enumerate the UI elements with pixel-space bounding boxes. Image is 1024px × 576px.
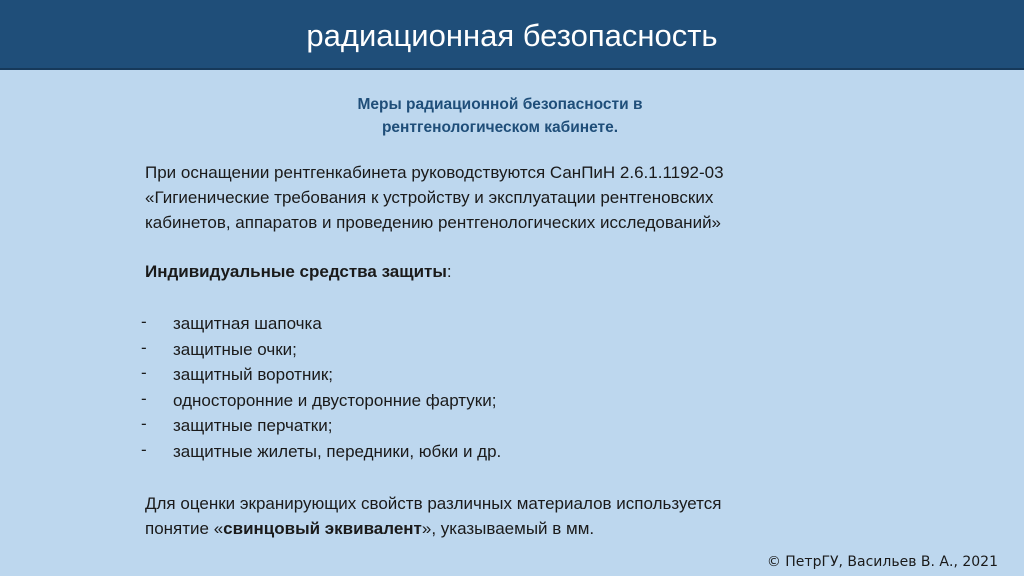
list-item xyxy=(141,311,905,337)
list-item xyxy=(141,439,905,465)
intro-line-3: кабинетов, аппаратов и проведению рентгенологических исследований» xyxy=(145,213,722,232)
list-item-text: защитные очки; xyxy=(173,339,297,359)
intro-paragraph xyxy=(145,160,905,235)
list-item-text: односторонние и двусторонние фартуки; xyxy=(173,390,497,410)
dash-bullet: - xyxy=(141,363,147,382)
note-prefix: понятие « xyxy=(145,519,224,538)
ppe-heading-colon: : xyxy=(446,262,452,281)
list-item xyxy=(141,388,905,414)
list-item-text: защитные перчатки; xyxy=(173,416,333,435)
note-suffix: », указываемый в мм. xyxy=(421,519,595,538)
subtitle-line-1: Меры радиационной безопасности в xyxy=(357,96,643,113)
copyright-footer: © ПетрГУ, Васильев В. А., 2021 xyxy=(766,554,998,570)
list-item-text: защитная шапочка xyxy=(173,314,322,333)
ppe-heading-text: Индивидуальные средства защиты xyxy=(145,262,447,281)
dash-bullet: - xyxy=(141,337,147,357)
note-line-1: Для оценки экранирующих свойств различных материалов используется xyxy=(145,494,722,513)
list-item-text: защитный воротник; xyxy=(173,365,334,384)
protection-list xyxy=(141,311,905,464)
intro-line-2: «Гигиенические требования к устройству и эксплуатации рентгеновских xyxy=(145,188,714,207)
note-term: свинцовый эквивалент xyxy=(223,519,422,538)
list-item xyxy=(141,337,905,363)
lead-equivalent-note xyxy=(145,491,905,541)
dash-bullet: - xyxy=(141,312,147,331)
list-item-text: защитные жилеты, передники, юбки и др. xyxy=(173,441,502,461)
header-bar xyxy=(0,0,1024,70)
note-line-2 xyxy=(145,516,905,541)
main-content xyxy=(141,160,905,541)
subtitle-line-2: рентгенологическом кабинете. xyxy=(381,119,619,136)
list-item xyxy=(141,362,905,388)
dash-bullet: - xyxy=(141,388,147,408)
page-title: радиационная безопасность xyxy=(306,18,718,53)
intro-line-1: При оснащении рентгенкабинета руководствуются СанПиН 2.6.1.1192-03 xyxy=(145,163,724,182)
ppe-heading xyxy=(145,259,905,284)
dash-bullet: - xyxy=(141,414,147,433)
list-item xyxy=(141,413,905,439)
section-subtitle xyxy=(300,93,700,139)
dash-bullet: - xyxy=(141,439,147,459)
